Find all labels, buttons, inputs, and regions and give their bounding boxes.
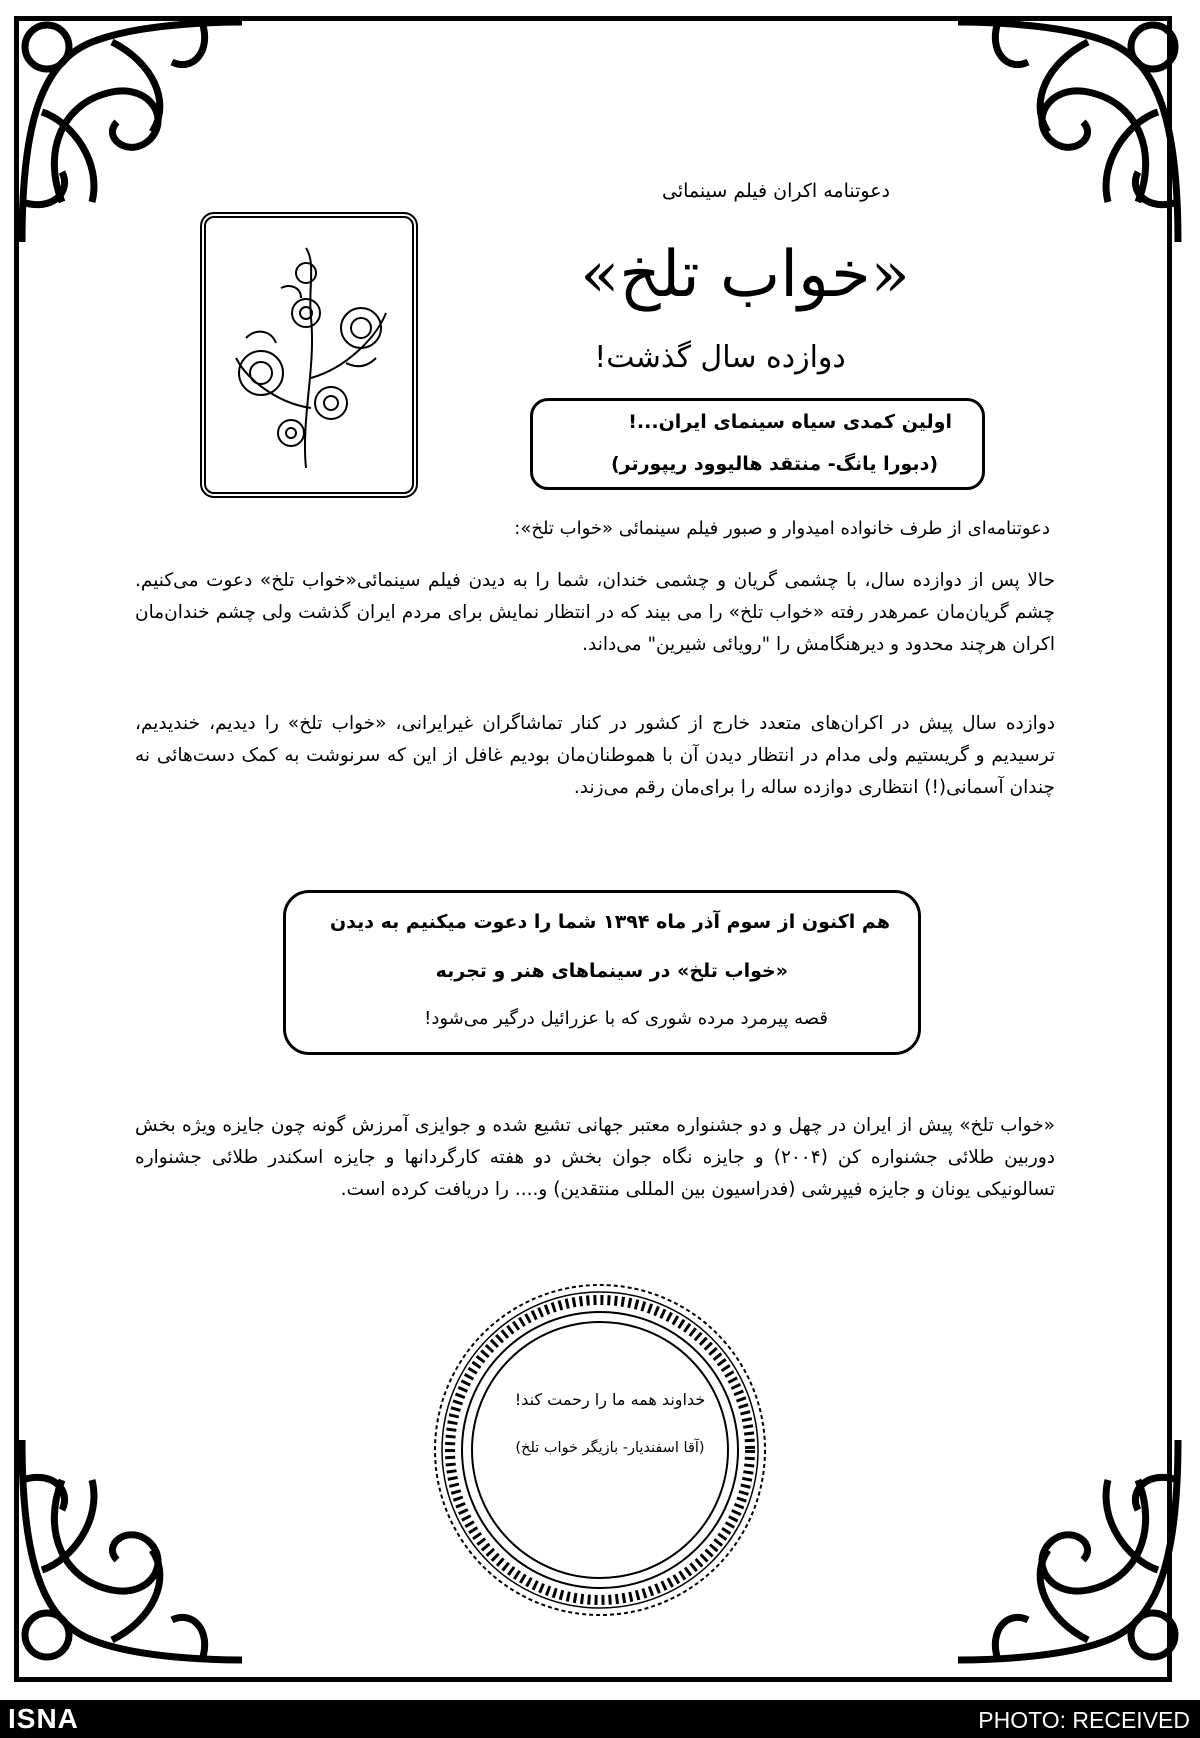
- film-subtitle: دوازده سال گذشت!: [594, 340, 846, 375]
- invitation-venue-line: «خواب تلخ» در سینماهای هنر و تجربه: [435, 960, 788, 982]
- paragraph-1: حالا پس از دوازده سال، با چشمی گریان و چشمی خندان، شما را به دیدن فیلم سینمائی«خواب تلخ» دعوت می‌کنیم. چشم گریان‌مان عمرهدر رفته «خواب تلخ» را می بیند که در انتظار نمایش برای مردم ایران گذشت ولی چشم خندان‌مان اکران هرچند محدود و دیرهنگامش را "رویائی شیرین" می‌داند.: [135, 570, 1055, 655]
- medallion-blessing: خداوند همه ما را رحمت کند!: [514, 1390, 706, 1409]
- invitation-caption: دعوتنامه اکران فیلم سینمائی: [662, 180, 890, 202]
- footer-bar: [0, 1700, 1200, 1738]
- critic-quote-box: [530, 398, 985, 490]
- paragraph-2: دوازده سال پیش در اکران‌های متعدد خارج از کشور در کنار تماشاگران غیرایرانی، «خواب تلخ» را دیدیم، خندیدیم، ترسیدیم و گریستیم ولی مدام در انتظار دیدن آن با هموطنان‌مان بودیم غافل از این که سرنوشت به کمک دست‌هائی نه چندان آسمانی(!) انتظاری دوازده ساله را برای‌مان رقم می‌زند.: [135, 713, 1055, 798]
- floral-illustration-frame: [200, 212, 418, 498]
- corner-ornament-bottom-right: [948, 1430, 1198, 1680]
- invitation-tagline: قصه پیرمرد مرده شوری که با عزرائیل درگیر می‌شود!: [424, 1008, 828, 1029]
- floral-branch-icon: [206, 218, 412, 492]
- corner-ornament-top-right: [948, 2, 1198, 252]
- film-title: «خواب تلخ»: [580, 238, 910, 312]
- invitation-intro: دعوتنامه‌ای از طرف خانواده امیدوار و صبور فیلم سینمائی «خواب تلخ»:: [514, 518, 1050, 539]
- screening-invitation-box: [283, 890, 921, 1055]
- medallion-attribution: (آقا اسفندیار- بازیگر خواب تلخ): [515, 1440, 705, 1456]
- isna-logo: ISNA: [8, 1703, 79, 1734]
- quote-text: اولین کمدی سیاه سینمای ایران...!: [628, 411, 952, 433]
- corner-ornament-bottom-left: [2, 1430, 252, 1680]
- quote-attribution: (دبورا یانگ- منتقد هالیوود ریپورتر): [610, 453, 938, 475]
- photo-credit: PHOTO: RECEIVED: [978, 1707, 1190, 1733]
- invitation-date-line: هم اکنون از سوم آذر ماه ۱۳۹۴ شما را دعوت میکنیم به دیدن: [329, 911, 890, 933]
- paragraph-3: «خواب تلخ» پیش از ایران در چهل و دو جشنواره معتبر جهانی تشیع شده و جوایزی آمرزش گونه چون جایزه ویژه بخش دوربین طلائی جشنواره کن (۲۰۰۴) و جایزه نگاه جوان بخش دو هفته کارگردانها و جایزه اسکندر طلائی جشنواره تسالونیکی یونان و جایزه فیپرشی (فدراسیون بین المللی منتقدین) و.... را دریافت کرده است.: [135, 1115, 1056, 1200]
